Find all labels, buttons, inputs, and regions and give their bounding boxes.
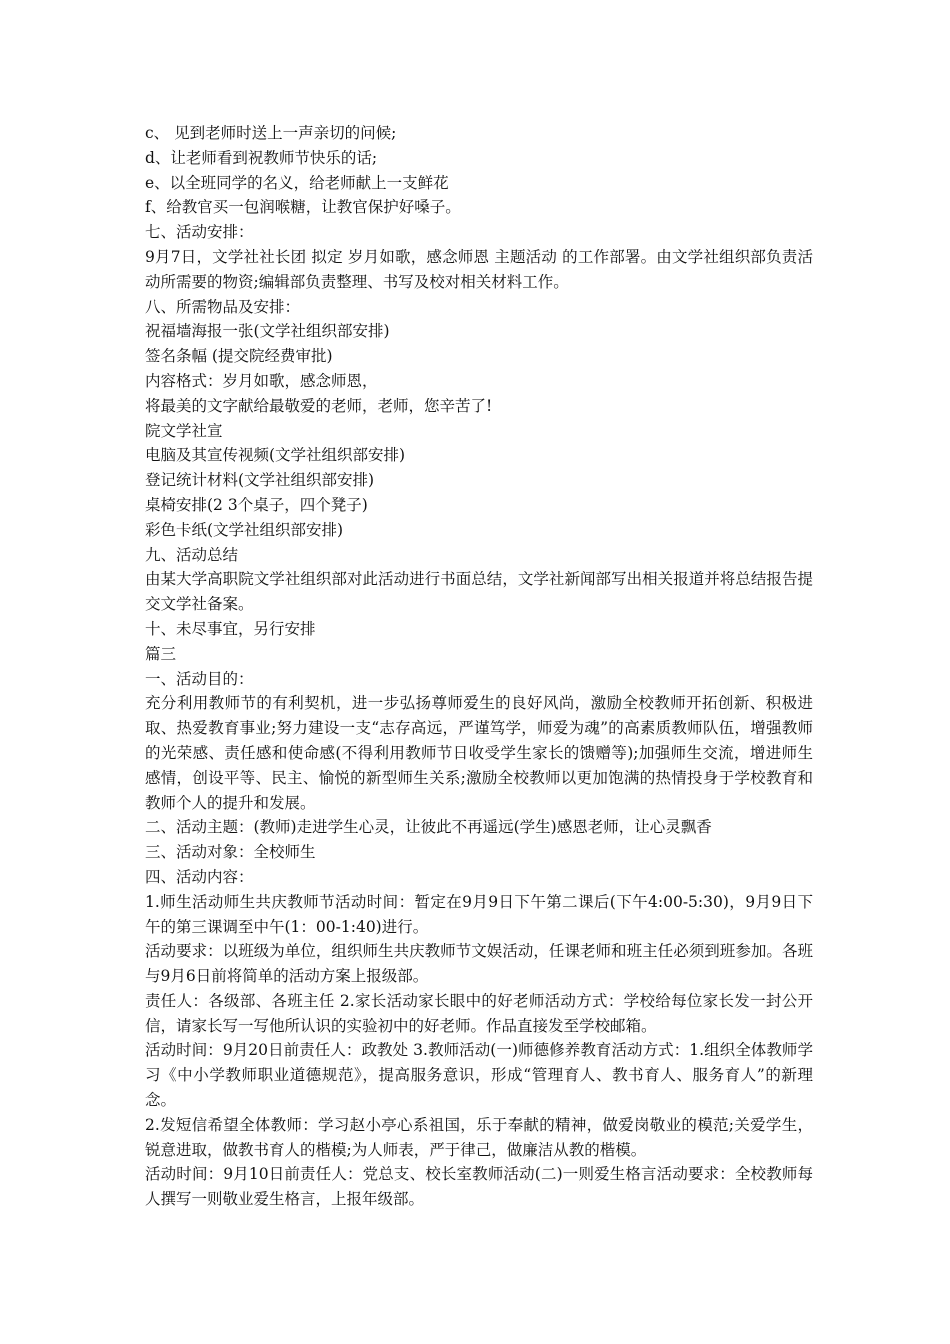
- text-line: 彩色卡纸(文学社组织部安排): [145, 520, 344, 539]
- paragraph: 由某大学高职院文学社组织部对此活动进行书面总结，文学社新闻部写出相关报道并将总结报告提交文学社备案。: [145, 570, 813, 614]
- section-heading: 三、活动对象：全校师生: [145, 843, 316, 862]
- text-line: 登记统计材料(文学社组织部安排): [145, 471, 375, 490]
- paragraph: 充分利用教师节的有利契机，进一步弘扬尊师爱生的良好风尚，激励全校教师开拓创新、积极进取、热爱教育事业;努力建设一支“志存高远，严谨笃学，师爱为魂”的高素质教师队伍，增强教师的光荣感、责任感和使命感(不得利用教师节日收受学生家长的馈赠等);加强师生交流，增进师生感情，创设平等、民主、愉悦的新型师生关系;激励全校教师以更加饱满的热情投身于学校教育和教师个人的提升和发展。: [145, 694, 813, 812]
- text-line: c、 见到老师时送上一声亲切的问候;: [145, 124, 397, 142]
- part-title: 篇三: [145, 644, 177, 663]
- text-line: 内容格式：岁月如歌，感念师恩，: [145, 371, 378, 390]
- section-heading: 七、活动安排：: [145, 223, 254, 242]
- section-heading: 四、活动内容：: [145, 867, 254, 886]
- paragraph: 1.师生活动师生共庆教师节活动时间：暂定在9月9日下午第二课后(下午4:00-5:30)，9月9日下午的第三课调至中午(1：00-1:40)进行。: [145, 892, 813, 936]
- text-line: d、让老师看到祝教师节快乐的话;: [145, 148, 378, 167]
- paragraph: 活动时间：9月20日前责任人：政教处 3.教师活动(一)师德修养教育活动方式：1.组织全体教师学习《中小学教师职业道德规范》，提高服务意识，形成“管理育人、教书育人、服务育人”的新理念。: [145, 1041, 813, 1110]
- paragraph: 责任人：各级部、各班主任 2.家长活动家长眼中的好老师活动方式：学校给每位家长发一封公开信，请家长写一写他所认识的实验初中的好老师。作品直接发至学校邮箱。: [145, 991, 813, 1035]
- text-line: 将最美的文字献给最敬爱的老师，老师，您辛苦了!: [145, 396, 493, 415]
- paragraph: 活动要求：以班级为单位，组织师生共庆教师节文娱活动，任课老师和班主任必须到班参加。各班与9月6日前将简单的活动方案上报级部。: [145, 942, 813, 986]
- section-heading: 十、未尽事宜，另行安排: [145, 619, 316, 638]
- section-heading: 八、所需物品及安排：: [145, 297, 301, 316]
- text-line: 电脑及其宣传视频(文学社组织部安排): [145, 446, 406, 465]
- text-line: e、以全班同学的名义，给老师献上一支鲜花: [145, 173, 449, 192]
- text-line: 签名条幅 (提交院经费审批): [145, 347, 333, 366]
- section-heading: 二、活动主题：(教师)走进学生心灵，让彼此不再遥远(学生)感恩老师，让心灵飘香: [145, 818, 712, 837]
- text-line: 桌椅安排(2 3个桌子，四个凳子): [145, 495, 368, 514]
- section-heading: 一、活动目的：: [145, 669, 254, 688]
- paragraph: 2.发短信希望全体教师：学习赵小亭心系祖国，乐于奉献的精神，做爱岗敬业的模范;关爱学生，锐意进取，做教书育人的楷模;为人师表，严于律己，做廉洁从教的楷模。: [145, 1115, 813, 1159]
- paragraph: 9月7日，文学社社长团 拟定 岁月如歌，感念师恩 主题活动 的工作部署。由文学社组织部负责活动所需要的物资;编辑部负责整理、书写及校对相关材料工作。: [145, 247, 813, 291]
- text-line: 院文学社宣: [145, 421, 223, 440]
- document-body: [145, 121, 813, 1212]
- text-line: f、给教官买一包润喉糖，让教官保护好嗓子。: [145, 198, 461, 217]
- paragraph: 活动时间：9月10日前责任人：党总支、校长室教师活动(二)一则爱生格言活动要求：全校教师每人撰写一则敬业爱生格言，上报年级部。: [145, 1165, 813, 1209]
- text-line: 祝福墙海报一张(文学社组织部安排): [145, 322, 390, 341]
- section-heading: 九、活动总结: [145, 545, 239, 564]
